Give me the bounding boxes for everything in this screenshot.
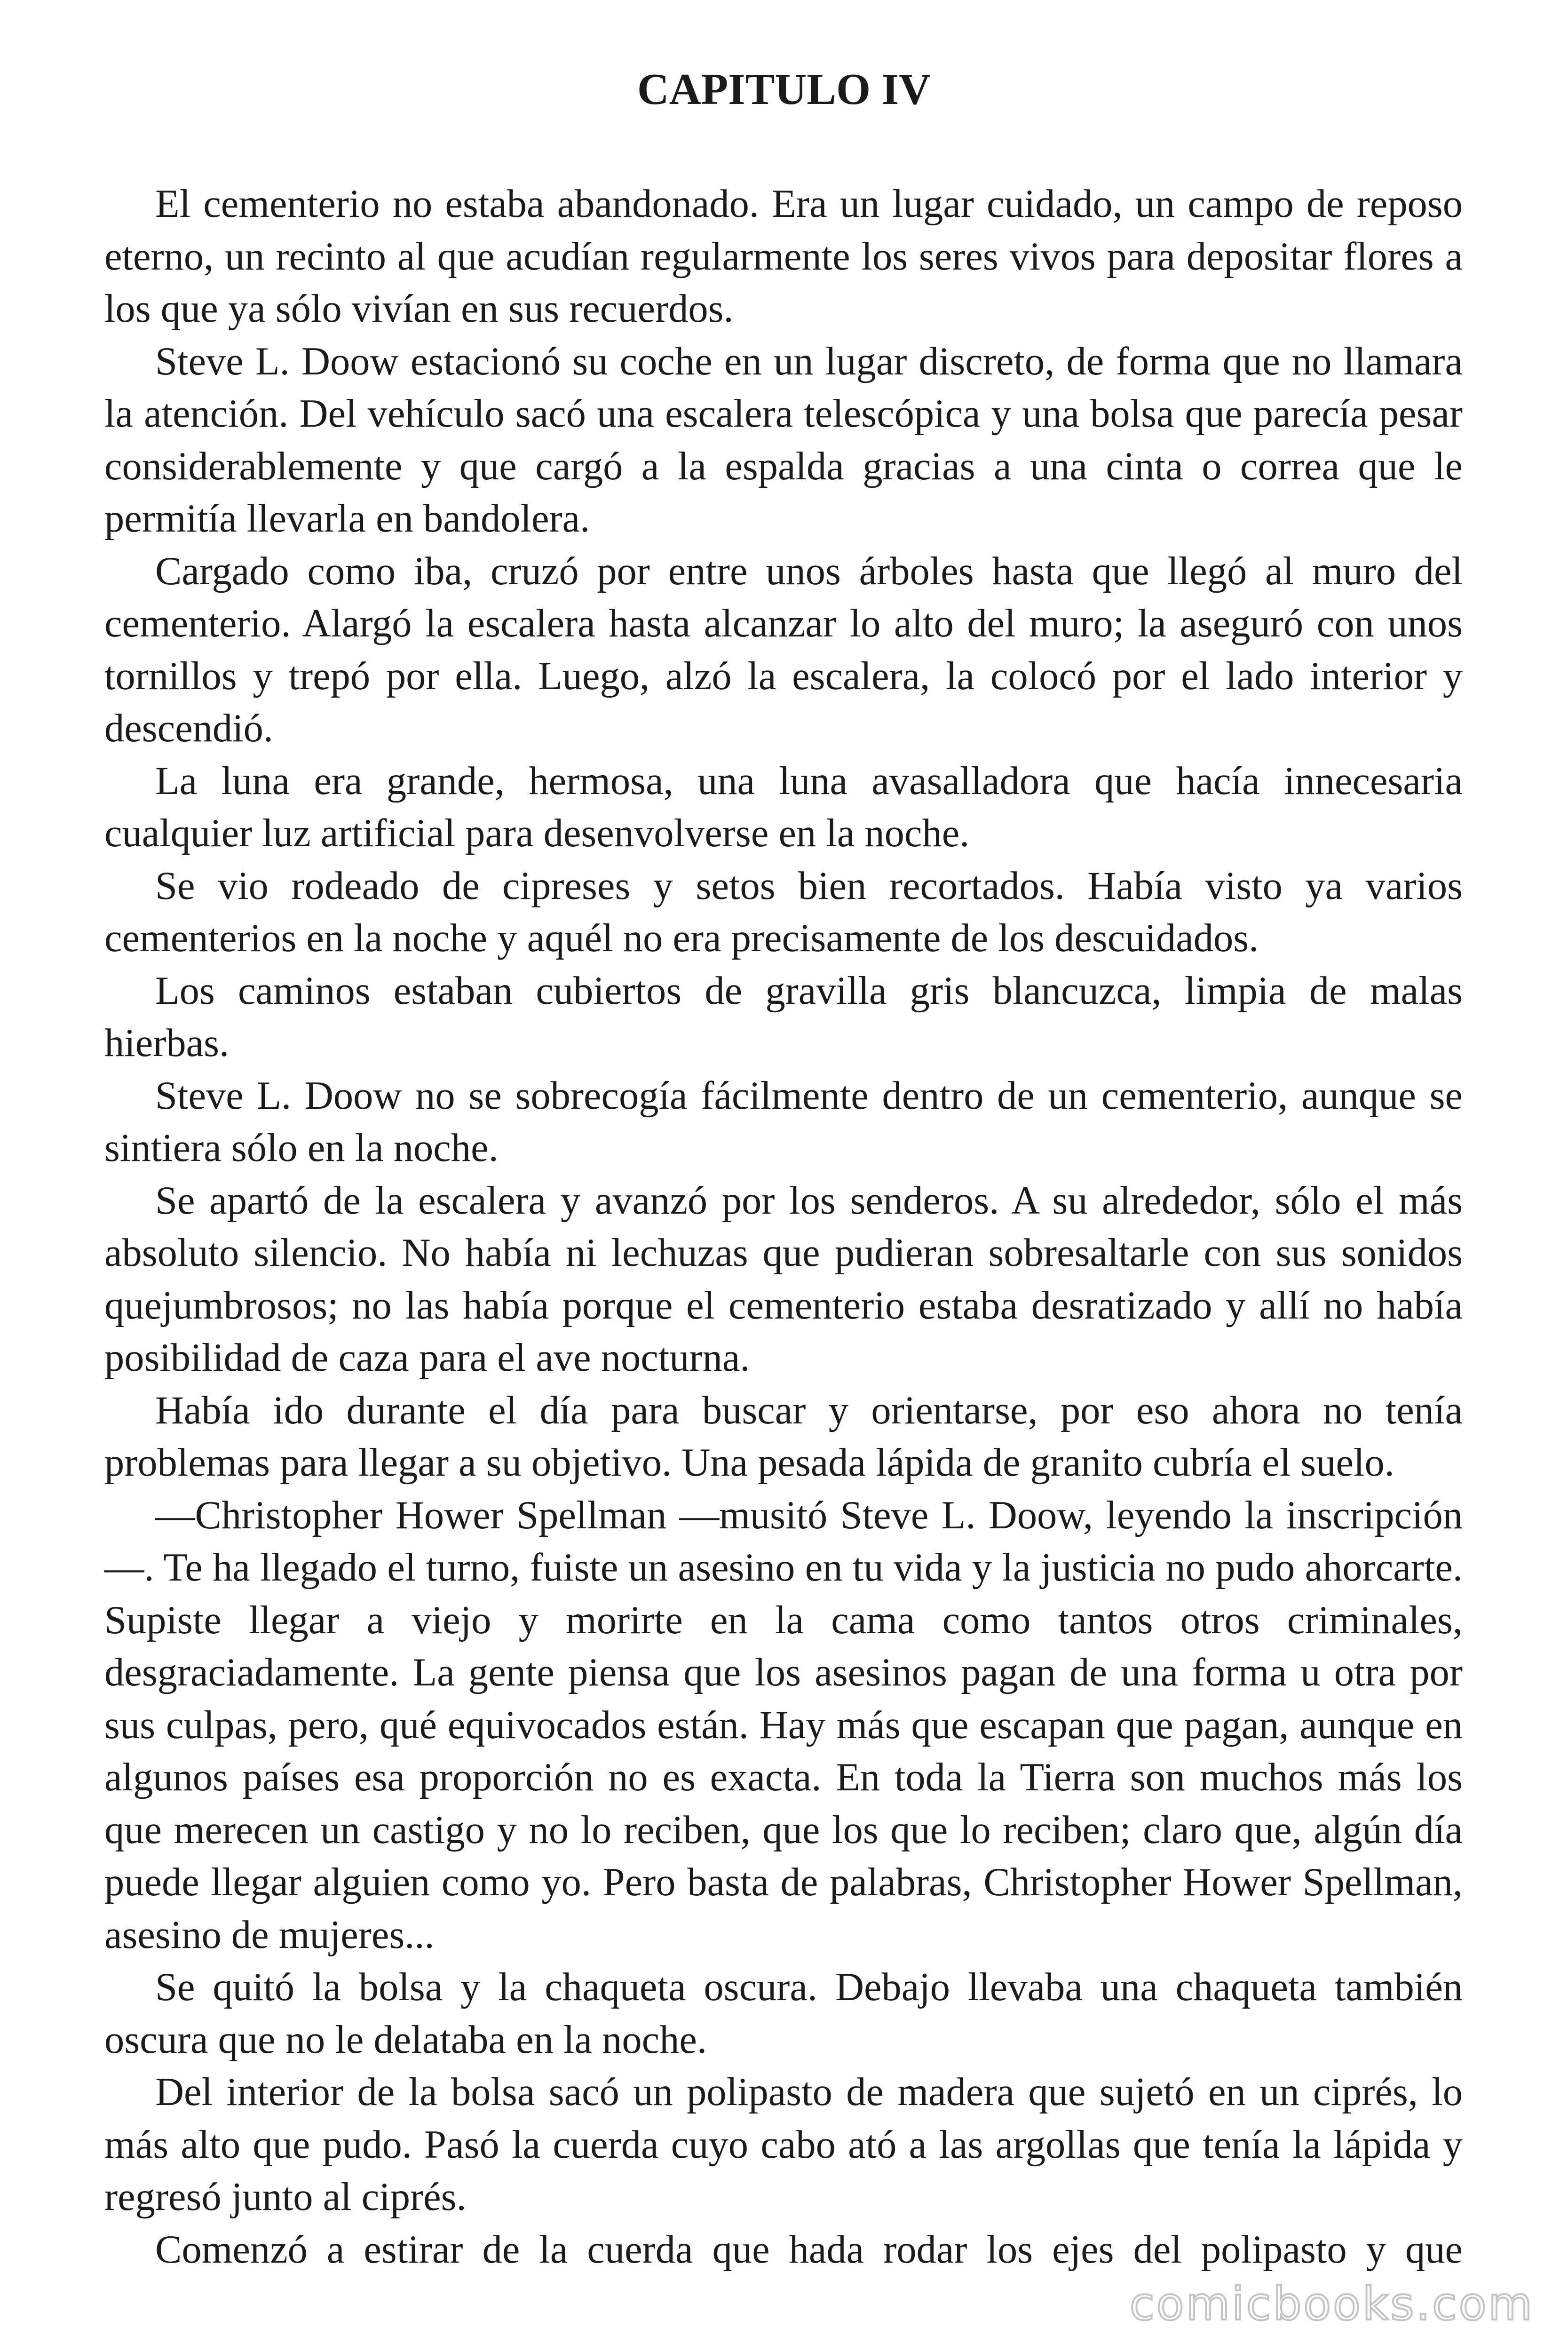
paragraph: Se quitó la bolsa y la chaqueta oscura. Debajo llevaba una chaqueta también oscura que no le delataba en la noche. xyxy=(104,1965,1463,2062)
paragraph: Cargado como iba, cruzó por entre unos árboles hasta que llegó al muro del cementerio. Alargó la escalera hasta alcanzar lo alto del muro; la aseguró con unos tornillos y trepó por ella. Luego, alzó la escalera, la colocó por el lado interior y descendió. xyxy=(104,549,1463,750)
chapter-title: CAPITULO IV xyxy=(637,65,931,114)
paragraph: Steve L. Doow no se sobrecogía fácilmente dentro de un cementerio, aunque se sintiera sólo en la noche. xyxy=(104,1073,1463,1170)
paragraph: Comenzó a estirar de la cuerda que hada rodar los ejes del polipasto y que xyxy=(155,2227,1463,2272)
paragraph: Había ido durante el día para buscar y orientarse, por eso ahora no tenía problemas para llegar a su objetivo. Una pesada lápida de granito cubría el suelo. xyxy=(104,1388,1463,1485)
paragraph: —Christopher Hower Spellman —musitó Steve L. Doow, leyendo la inscripción—. Te ha llegado el turno, fuiste un asesino en tu vida y la justicia no pudo ahorcarte. Supiste llegar a viejo y morirte en la cama como tantos otros criminales, desgraciadamente. La gente piensa que los asesinos pagan de una forma u otra por sus culpas, pero, qué equivocados están. Hay más que escapan que pagan, aunque en algunos países esa proporción no es exacta. En toda la Tierra son muchos más los que merecen un castigo y no lo reciben, que los que lo reciben; claro que, algún día puede llegar alguien como yo. Pero basta de palabras, Christopher Hower Spellman, asesino de mujeres... xyxy=(104,1493,1463,1957)
body-text xyxy=(104,178,1463,2276)
paragraph: El cementerio no estaba abandonado. Era un lugar cuidado, un campo de reposo eterno, un recinto al que acudían regularmente los seres vivos para depositar flores a los que ya sólo vivían en sus recuerdos. xyxy=(104,182,1463,331)
paragraph: La luna era grande, hermosa, una luna avasalladora que hacía innecesaria cualquier luz artificial para desenvolverse en la noche. xyxy=(104,759,1463,855)
paragraph: Se apartó de la escalera y avanzó por los senderos. A su alrededor, sólo el más absoluto silencio. No había ni lechuzas que pudieran sobresaltarle con sus sonidos quejumbrosos; no las había porque el cementerio estaba desratizado y allí no había posibilidad de caza para el ave nocturna. xyxy=(104,1178,1463,1380)
paragraph: Steve L. Doow estacionó su coche en un lugar discreto, de forma que no llamara la atención. Del vehículo sacó una escalera telescópica y una bolsa que parecía pesar considerablemente y que cargó a la espalda gracias a una cinta o correa que le permitía llevarla en bandolera. xyxy=(104,339,1463,540)
paragraph: Se vio rodeado de cipreses y setos bien recortados. Había visto ya varios cementerios en la noche y aquél no era precisamente de los descuidados. xyxy=(104,864,1463,960)
paragraph: Del interior de la bolsa sacó un polipasto de madera que sujetó en un ciprés, lo más alto que pudo. Pasó la cuerda cuyo cabo ató a las argollas que tenía la lápida y regresó junto al ciprés. xyxy=(104,2070,1463,2219)
paragraph: Los caminos estaban cubiertos de gravilla gris blancuzca, limpia de malas hierbas. xyxy=(104,969,1463,1065)
watermark: comicbooks.com xyxy=(1129,2278,1534,2330)
